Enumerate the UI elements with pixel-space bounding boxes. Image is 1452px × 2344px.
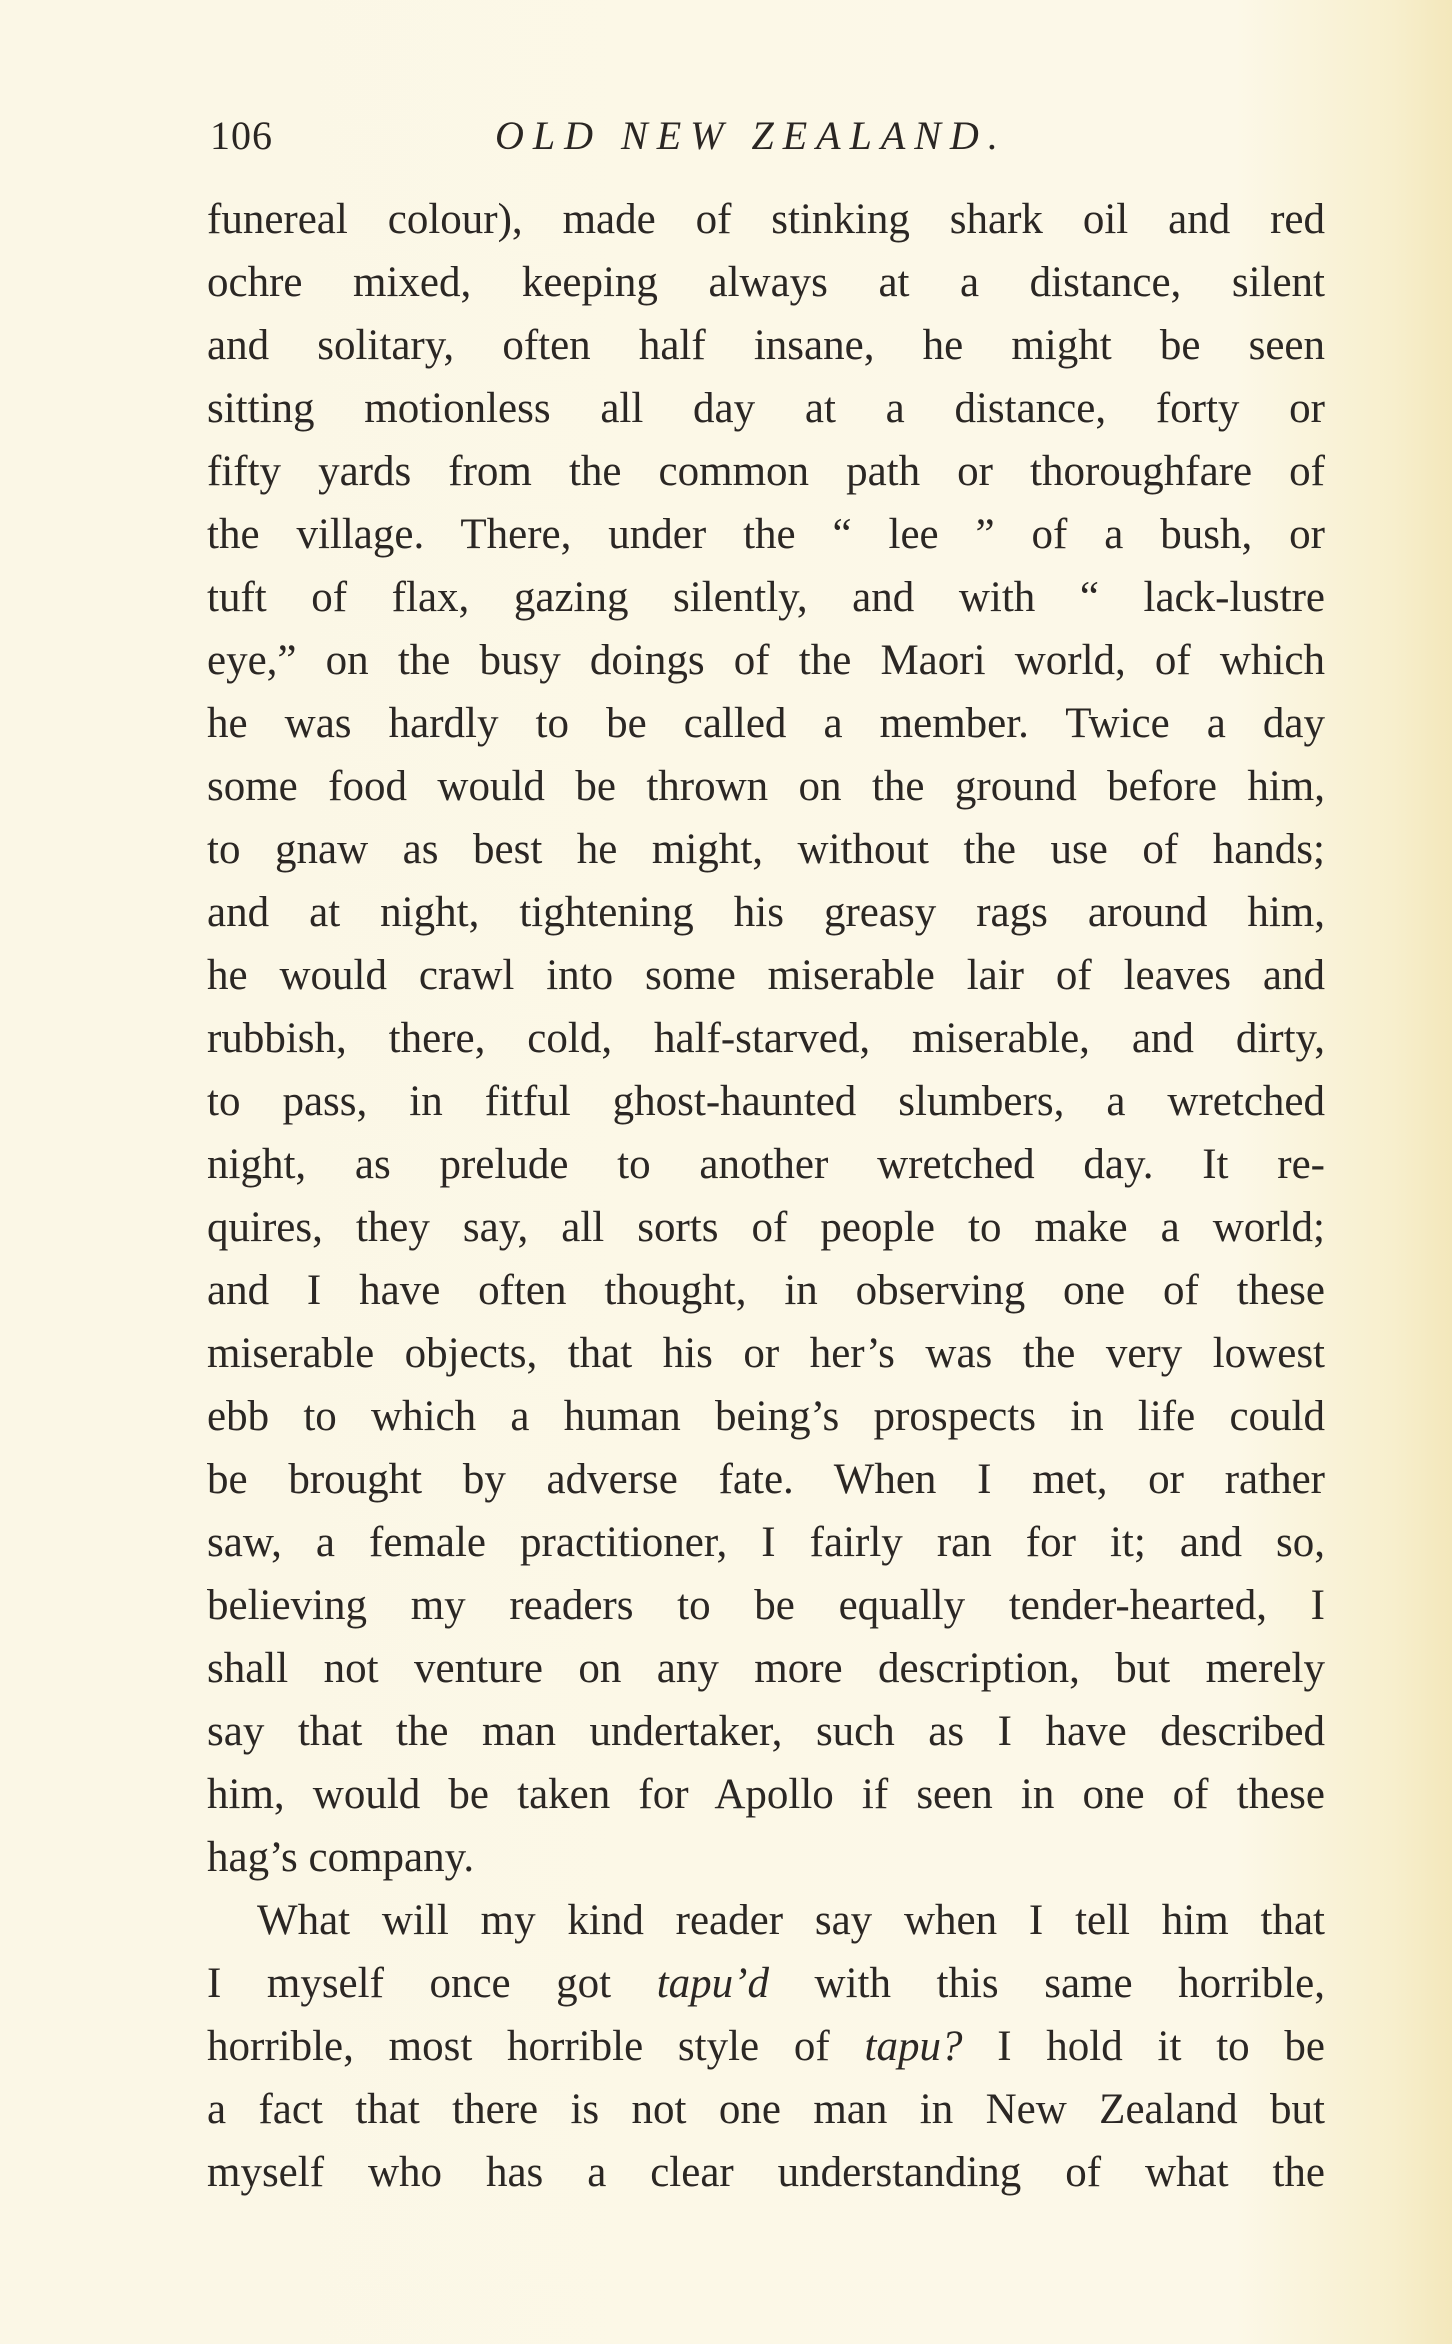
- paragraph-2-line-5: myself who has a clear understanding of what the: [207, 2149, 1325, 2196]
- text-line: and I have often thought, in observing one of these: [207, 1267, 1325, 1314]
- text-line: night, as prelude to another wretched day. It re-: [207, 1141, 1325, 1188]
- page-header: [210, 112, 1330, 172]
- text-line: to gnaw as best he might, without the use of hands;: [207, 826, 1325, 873]
- paragraph-2-line-4: a fact that there is not one man in New Zealand but: [207, 2086, 1325, 2133]
- text-line: miserable objects, that his or her’s was the very lowest: [207, 1330, 1325, 1377]
- paragraph-2-line-3: [207, 2015, 1325, 2078]
- text-line: and solitary, often half insane, he might be seen: [207, 322, 1325, 369]
- italic-word: tapu?: [864, 2023, 963, 2070]
- paragraph-2-line-1: What will my kind reader say when I tell him that: [257, 1897, 1325, 1944]
- text-line: he would crawl into some miserable lair of leaves and: [207, 952, 1325, 999]
- text-line: say that the man undertaker, such as I have described: [207, 1708, 1325, 1755]
- text-line: he was hardly to be called a member. Twice a day: [207, 700, 1325, 747]
- text-line: the village. There, under the “ lee ” of a bush, or: [207, 511, 1325, 558]
- text-line: and at night, tightening his greasy rags around him,: [207, 889, 1325, 936]
- text-run: I hold it to be: [962, 2023, 1325, 2070]
- text-line: quires, they say, all sorts of people to make a world;: [207, 1204, 1325, 1251]
- running-title: OLD NEW ZEALAND.: [495, 113, 1007, 158]
- text-line: hag’s company.: [207, 1834, 475, 1881]
- text-line: believing my readers to be equally tender-hearted, I: [207, 1582, 1325, 1629]
- text-line: shall not venture on any more description, but merely: [207, 1645, 1325, 1692]
- text-line: ochre mixed, keeping always at a distance, silent: [207, 259, 1325, 306]
- text-line: funereal colour), made of stinking shark oil and red: [207, 196, 1325, 243]
- text-line: be brought by adverse fate. When I met, or rather: [207, 1456, 1325, 1503]
- text-run: I myself once got: [207, 1960, 657, 2007]
- text-run: with this same horrible,: [768, 1960, 1325, 2007]
- text-line: fifty yards from the common path or thoroughfare of: [207, 448, 1325, 495]
- text-line: to pass, in fitful ghost-haunted slumbers, a wretched: [207, 1078, 1325, 1125]
- text-line: sitting motionless all day at a distance, forty or: [207, 385, 1325, 432]
- text-line: saw, a female practitioner, I fairly ran for it; and so,: [207, 1519, 1325, 1566]
- italic-word: tapu’d: [656, 1960, 769, 2007]
- text-line: tuft of flax, gazing silently, and with “ lack-lustre: [207, 574, 1325, 621]
- paragraph-2-line-2: [207, 1952, 1325, 2015]
- text-line: some food would be thrown on the ground before him,: [207, 763, 1325, 810]
- page-number: 106: [210, 113, 273, 158]
- text-line: ebb to which a human being’s prospects in life could: [207, 1393, 1325, 1440]
- text-line: eye,” on the busy doings of the Maori world, of which: [207, 637, 1325, 684]
- body-text: [207, 188, 1325, 2204]
- text-run: horrible, most horrible style of: [207, 2023, 865, 2070]
- text-line: rubbish, there, cold, half-starved, miserable, and dirty,: [207, 1015, 1325, 1062]
- text-line: him, would be taken for Apollo if seen in one of these: [207, 1771, 1325, 1818]
